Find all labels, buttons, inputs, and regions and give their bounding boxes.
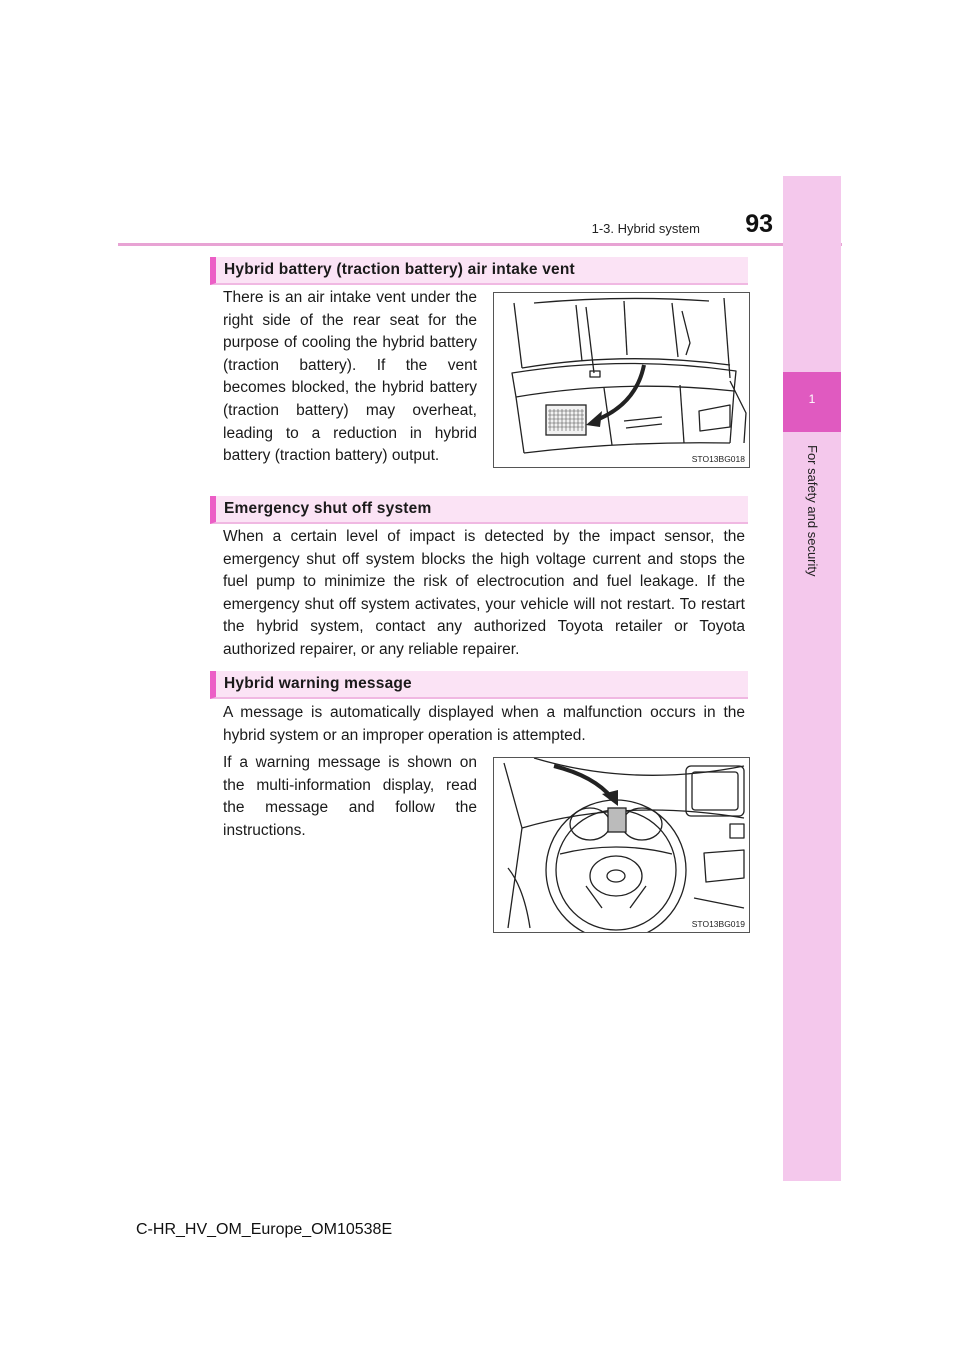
running-header-section: 1-3. Hybrid system — [591, 221, 700, 236]
header-rule — [118, 243, 842, 246]
section-body: There is an air intake vent under the right side of the rear seat for the purpose of cooling the hybrid battery (traction battery). If the vent becomes blocked, the hybrid battery (traction battery) may overheat, leading to a reduction in hybrid battery (traction battery) output. — [223, 289, 477, 465]
document-id-footer: C-HR_HV_OM_Europe_OM10538E — [136, 1221, 393, 1238]
figure-code: STO13BG018 — [691, 454, 745, 464]
rear-seat-air-vent-illustration — [493, 292, 750, 468]
page-number: 93 — [745, 210, 773, 238]
arrow-icon — [586, 365, 644, 427]
section-heading-bar — [210, 257, 748, 285]
chapter-number: 1 — [808, 392, 816, 406]
steering-wheel-display-illustration — [493, 757, 750, 933]
air-intake-vent — [546, 405, 586, 435]
section-heading: Hybrid warning message — [224, 675, 412, 692]
section-body: When a certain level of impact is detected by the impact sensor, the emergency shut off system blocks the high voltage current and stops the fuel pump to minimize the risk of electrocution and fuel leakage. If the emergency shut off system activates, your vehicle will not restart. To restart the hybrid system, contact any authorized Toyota retailer or Toyota authorized repairer, or any reliable repairer. — [223, 528, 745, 658]
multi-information-display — [608, 808, 626, 832]
section-heading-bar — [210, 671, 748, 699]
chapter-side-tab — [783, 176, 841, 1181]
section-heading: Emergency shut off system — [224, 500, 432, 517]
section-body-secondary: If a warning message is shown on the multi-information display, read the message and follow the instructions. — [223, 754, 477, 839]
dashboard-drawing — [494, 758, 750, 933]
figure-code: STO13BG019 — [691, 919, 745, 929]
section-heading-bar — [210, 496, 748, 524]
chapter-title: For safety and security — [805, 445, 820, 577]
section-body: A message is automatically displayed when a malfunction occurs in the hybrid system or an improper operation is attempted. — [223, 704, 745, 744]
section-heading: Hybrid battery (traction battery) air intake vent — [224, 261, 575, 278]
rear-seat-drawing — [494, 293, 750, 468]
